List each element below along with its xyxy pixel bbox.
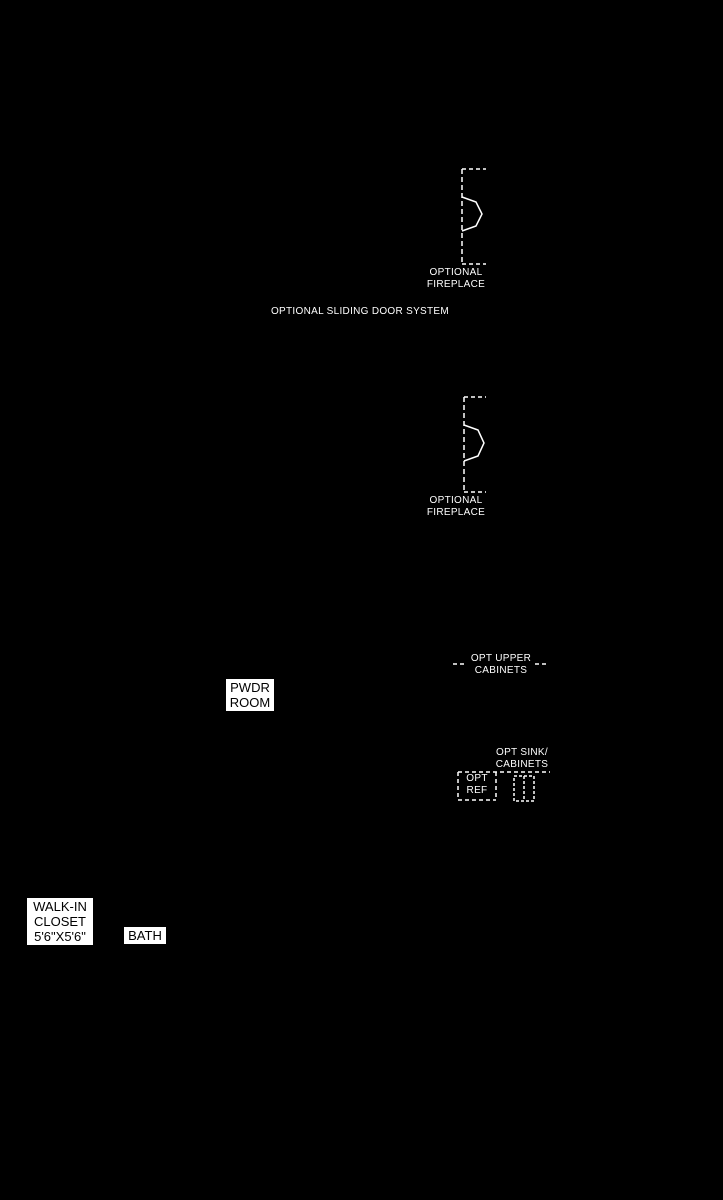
bath-label (124, 927, 166, 944)
upper-cabinets-line1: OPT UPPER (470, 653, 532, 664)
fireplace-upper-note (420, 267, 492, 291)
walk-in-closet-line3: 5'6"X5'6" (34, 929, 86, 944)
fireplace-lower-line1: OPTIONAL (429, 495, 483, 506)
sink-cabinets-line2: CABINETS (495, 759, 549, 770)
walk-in-closet-line2: CLOSET (33, 914, 86, 929)
fireplace-lower-outline (464, 397, 486, 492)
upper-cabinets-note (465, 653, 537, 677)
powder-room-label (226, 679, 274, 711)
fireplace-lower-note (420, 495, 492, 519)
sink-cabinets-note (486, 747, 558, 771)
refrigerator-line1: OPT (466, 773, 488, 784)
walk-in-closet-line1: WALK-IN (33, 899, 87, 914)
sliding-door-text: OPTIONAL SLIDING DOOR SYSTEM (270, 306, 450, 317)
fireplace-upper-outline (462, 169, 486, 264)
refrigerator-line2: REF (466, 785, 488, 796)
refrigerator-note (459, 773, 495, 797)
sliding-door-note (260, 306, 460, 318)
powder-room-line2: ROOM (229, 695, 271, 710)
upper-cabinets-line2: CABINETS (474, 665, 528, 676)
fireplace-upper-line2: FIREPLACE (426, 279, 486, 290)
walk-in-closet-label (27, 898, 93, 945)
sink-cabinets-line1: OPT SINK/ (496, 747, 548, 758)
fireplace-lower-line2: FIREPLACE (426, 507, 486, 518)
fireplace-upper-line1: OPTIONAL (429, 267, 483, 278)
powder-room-line1: PWDR (230, 680, 270, 695)
bath-text: BATH (128, 928, 162, 943)
